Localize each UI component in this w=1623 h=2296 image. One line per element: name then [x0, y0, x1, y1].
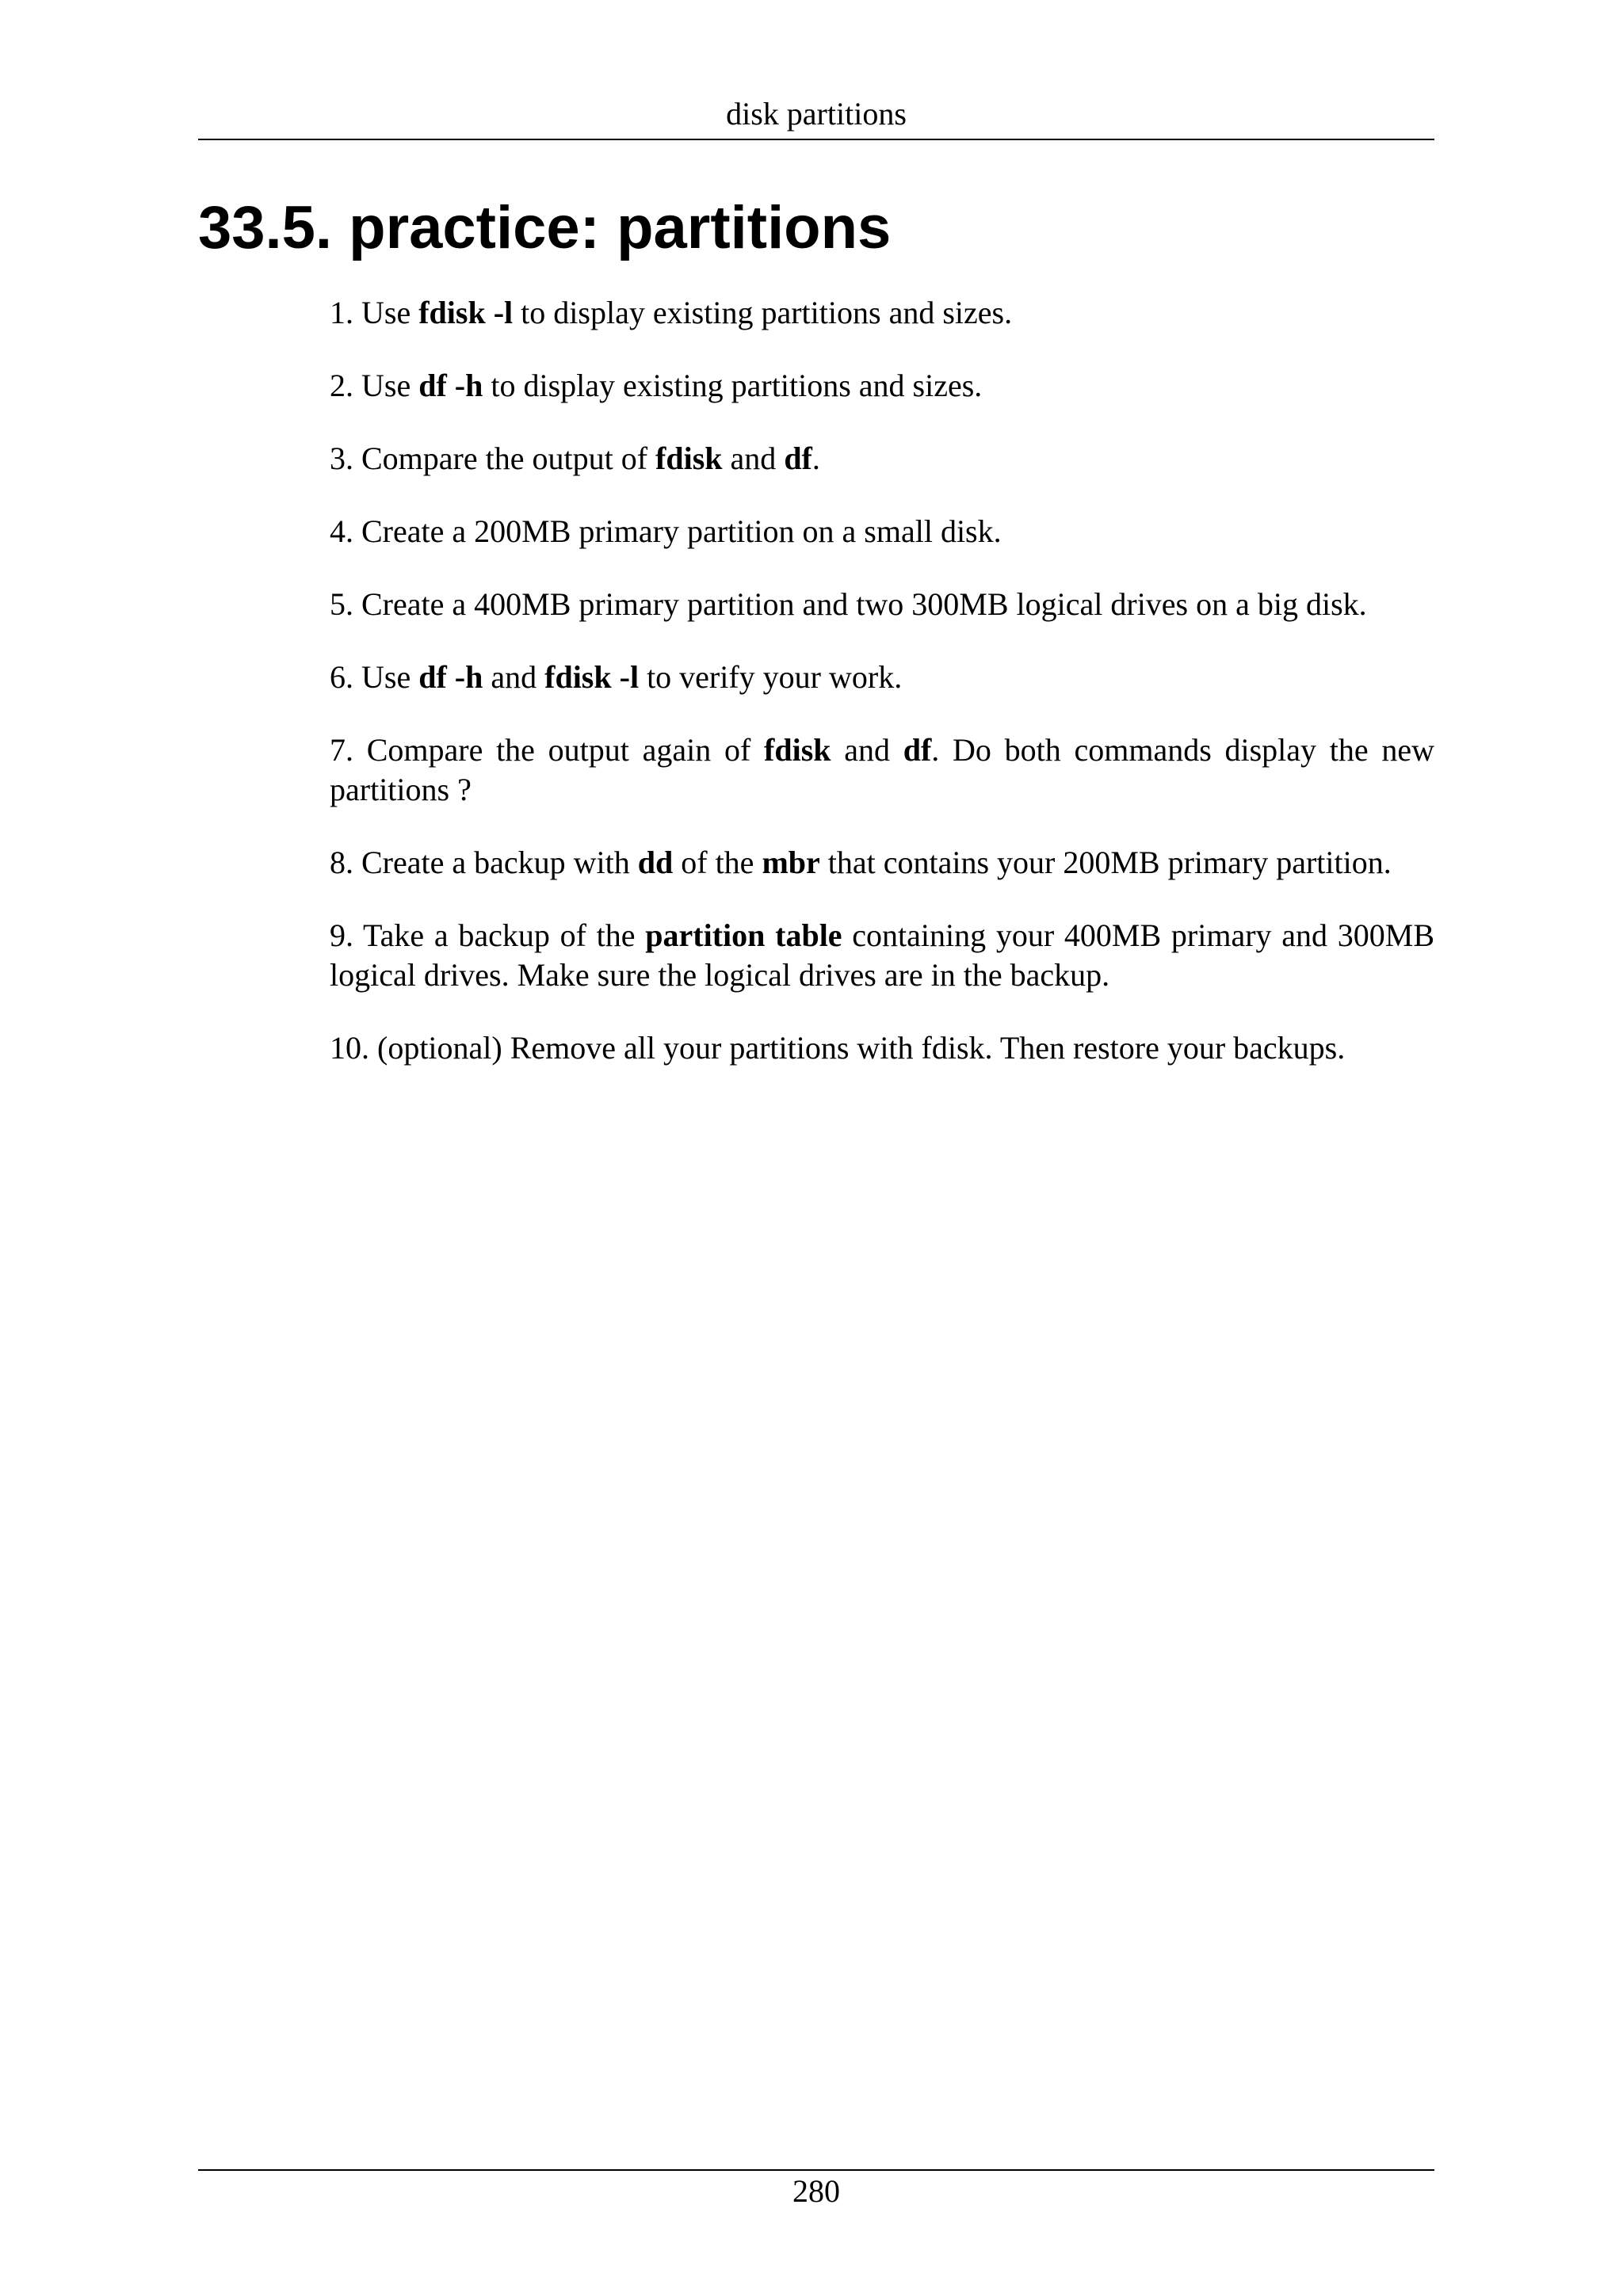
exercise-text: 6. Use: [330, 659, 419, 695]
command-text: fdisk -l: [418, 295, 514, 330]
exercise-item: [330, 585, 1434, 624]
exercise-text: .: [812, 441, 820, 476]
exercise-text: and: [831, 732, 903, 768]
command-text: dd: [637, 845, 674, 880]
exercise-text: and: [722, 441, 785, 476]
command-text: df -h: [418, 659, 483, 695]
footer-rule: [198, 2169, 1434, 2171]
exercise-text: 5. Create a 400MB primary partition and two 300MB logical drives on a big disk.: [330, 586, 1367, 622]
exercise-text: 9. Take a backup of the: [330, 917, 646, 953]
command-text: mbr: [762, 845, 820, 880]
exercise-text: 4. Create a 200MB primary partition on a small disk.: [330, 513, 1002, 549]
exercise-text: 2. Use: [330, 368, 419, 403]
exercise-text: to display existing partitions and sizes.: [513, 295, 1013, 330]
command-text: fdisk: [764, 732, 831, 768]
exercise-text: 3. Compare the output of: [330, 441, 656, 476]
exercise-item: [330, 658, 1434, 697]
exercise-item: [330, 730, 1434, 810]
exercise-item: [330, 843, 1434, 883]
exercise-item: [330, 1028, 1434, 1068]
exercise-text: 1. Use: [330, 295, 419, 330]
exercise-text: 7. Compare the output again of: [330, 732, 765, 768]
command-text: fdisk -l: [544, 659, 640, 695]
exercise-text: 8. Create a backup with: [330, 845, 638, 880]
exercise-item: [330, 439, 1434, 479]
section-title: 33.5. practice: partitions: [198, 194, 892, 261]
command-text: df: [903, 732, 932, 768]
command-text: df -h: [418, 368, 483, 403]
exercise-list: [330, 293, 1434, 1101]
exercise-item: [330, 512, 1434, 551]
exercise-text: and: [483, 659, 545, 695]
header-rule: [198, 139, 1434, 140]
exercise-item: [330, 366, 1434, 406]
exercise-text: . Do both commands display the new partitions ?: [330, 732, 1434, 807]
command-text: fdisk: [655, 441, 723, 476]
command-text: df: [784, 441, 812, 476]
running-header: disk partitions: [726, 96, 907, 132]
exercise-text: to display existing partitions and sizes.: [483, 368, 983, 403]
page-number: 280: [792, 2173, 840, 2209]
exercise-item: [330, 293, 1434, 333]
exercise-text: of the: [673, 845, 762, 880]
exercise-text: 10. (optional) Remove all your partitions with fdisk. Then restore your backups.: [330, 1030, 1346, 1066]
exercise-item: [330, 916, 1434, 995]
exercise-text: containing your 400MB primary and 300MB logical drives. Make sure the logical drives are in the backup.: [330, 917, 1434, 993]
exercise-text: to verify your work.: [639, 659, 903, 695]
exercise-text: that contains your 200MB primary partition.: [819, 845, 1392, 880]
command-text: partition table: [645, 917, 842, 953]
